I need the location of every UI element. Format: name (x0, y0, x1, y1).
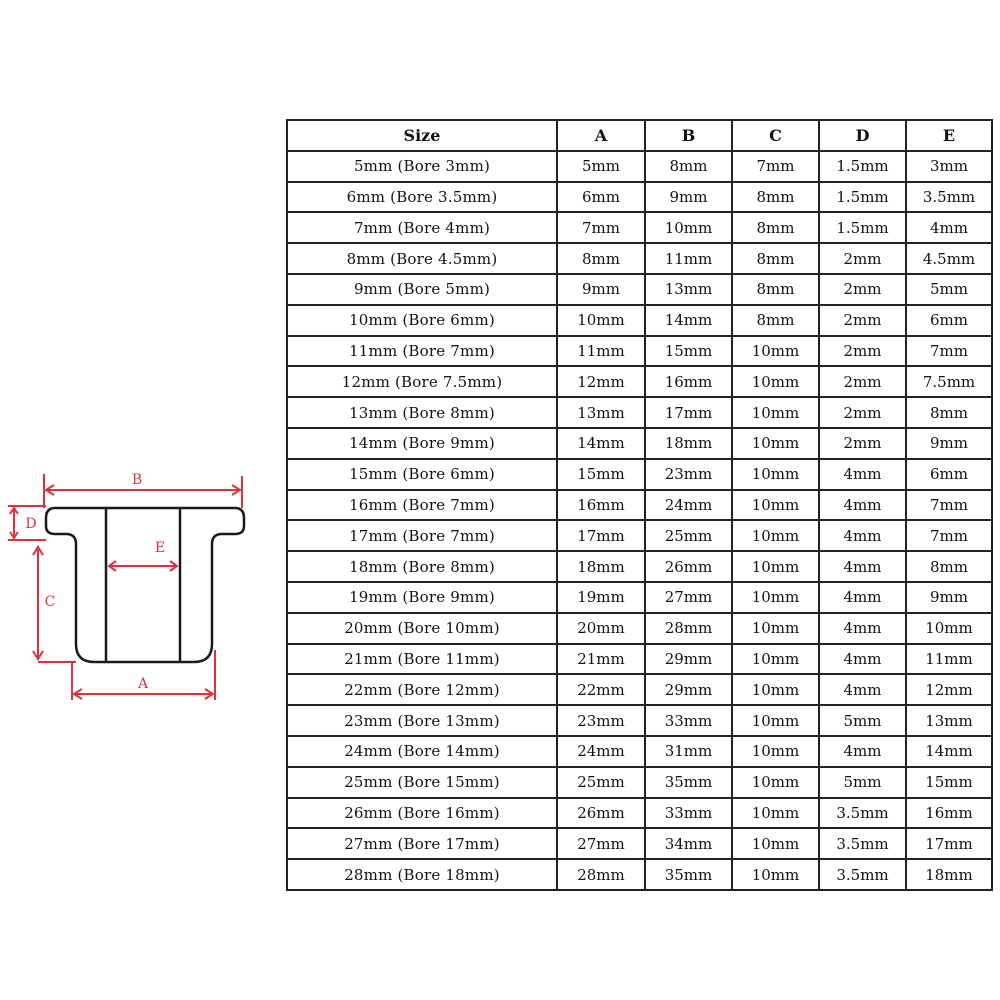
dimension-label-b: B (131, 472, 143, 488)
table-row (287, 859, 992, 890)
cell-c: 10mm (732, 459, 819, 490)
cell-size: 12mm (Bore 7.5mm) (287, 366, 557, 397)
cell-a: 10mm (557, 305, 645, 336)
cell-c: 8mm (732, 274, 819, 305)
cell-b: 11mm (645, 243, 732, 274)
cell-d: 5mm (819, 767, 906, 798)
cell-c: 8mm (732, 305, 819, 336)
cell-b: 17mm (645, 397, 732, 428)
header-d: D (819, 120, 906, 151)
dimension-label-d: D (25, 516, 37, 532)
cell-a: 26mm (557, 798, 645, 829)
cell-d: 4mm (819, 459, 906, 490)
cell-size: 21mm (Bore 11mm) (287, 644, 557, 675)
cell-c: 8mm (732, 243, 819, 274)
cell-e: 14mm (906, 736, 992, 767)
cell-b: 35mm (645, 767, 732, 798)
cell-c: 8mm (732, 212, 819, 243)
table-row (287, 767, 992, 798)
cell-e: 7mm (906, 490, 992, 521)
cell-size: 20mm (Bore 10mm) (287, 613, 557, 644)
cell-a: 22mm (557, 674, 645, 705)
cell-size: 25mm (Bore 15mm) (287, 767, 557, 798)
cell-b: 34mm (645, 828, 732, 859)
table-row (287, 274, 992, 305)
cell-e: 9mm (906, 582, 992, 613)
cell-b: 23mm (645, 459, 732, 490)
cell-c: 10mm (732, 798, 819, 829)
cell-c: 10mm (732, 397, 819, 428)
cell-e: 9mm (906, 428, 992, 459)
cell-d: 4mm (819, 490, 906, 521)
cell-e: 4.5mm (906, 243, 992, 274)
cell-size: 27mm (Bore 17mm) (287, 828, 557, 859)
cell-e: 8mm (906, 551, 992, 582)
cell-a: 19mm (557, 582, 645, 613)
cell-c: 10mm (732, 674, 819, 705)
cell-a: 23mm (557, 705, 645, 736)
cell-b: 8mm (645, 151, 732, 182)
cell-a: 28mm (557, 859, 645, 890)
dimension-e (109, 561, 177, 571)
cell-e: 7mm (906, 520, 992, 551)
cell-e: 8mm (906, 397, 992, 428)
cell-size: 22mm (Bore 12mm) (287, 674, 557, 705)
cell-b: 33mm (645, 798, 732, 829)
header-c: C (732, 120, 819, 151)
cell-a: 15mm (557, 459, 645, 490)
cell-a: 6mm (557, 182, 645, 213)
cell-b: 29mm (645, 674, 732, 705)
cell-b: 13mm (645, 274, 732, 305)
header-size: Size (287, 120, 557, 151)
cell-c: 10mm (732, 520, 819, 551)
table-body (287, 151, 992, 890)
cell-d: 1.5mm (819, 182, 906, 213)
table-row (287, 182, 992, 213)
cell-c: 7mm (732, 151, 819, 182)
header-a: A (557, 120, 645, 151)
table-row (287, 798, 992, 829)
cell-b: 28mm (645, 613, 732, 644)
cell-b: 9mm (645, 182, 732, 213)
cell-b: 33mm (645, 705, 732, 736)
cell-size: 8mm (Bore 4.5mm) (287, 243, 557, 274)
cell-size: 14mm (Bore 9mm) (287, 428, 557, 459)
cell-c: 8mm (732, 182, 819, 213)
cell-a: 14mm (557, 428, 645, 459)
cell-e: 7.5mm (906, 366, 992, 397)
cell-a: 5mm (557, 151, 645, 182)
cell-a: 11mm (557, 336, 645, 367)
cell-d: 3.5mm (819, 859, 906, 890)
table-row (287, 644, 992, 675)
table-header-row (287, 120, 992, 151)
table-row (287, 397, 992, 428)
cell-b: 14mm (645, 305, 732, 336)
bushing-outline (46, 508, 244, 662)
cell-d: 4mm (819, 644, 906, 675)
cell-a: 21mm (557, 644, 645, 675)
cell-size: 11mm (Bore 7mm) (287, 336, 557, 367)
cell-d: 2mm (819, 243, 906, 274)
cell-size: 5mm (Bore 3mm) (287, 151, 557, 182)
cell-b: 31mm (645, 736, 732, 767)
cell-d: 3.5mm (819, 828, 906, 859)
dimension-label-e: E (154, 540, 166, 556)
cell-b: 18mm (645, 428, 732, 459)
cell-b: 35mm (645, 859, 732, 890)
cell-a: 25mm (557, 767, 645, 798)
table-row (287, 459, 992, 490)
cell-size: 28mm (Bore 18mm) (287, 859, 557, 890)
dimension-label-c: C (44, 594, 56, 610)
cell-d: 2mm (819, 366, 906, 397)
cell-size: 23mm (Bore 13mm) (287, 705, 557, 736)
cell-size: 10mm (Bore 6mm) (287, 305, 557, 336)
cell-b: 15mm (645, 336, 732, 367)
table-row (287, 551, 992, 582)
cell-a: 7mm (557, 212, 645, 243)
cell-size: 26mm (Bore 16mm) (287, 798, 557, 829)
cell-d: 4mm (819, 520, 906, 551)
cell-e: 5mm (906, 274, 992, 305)
cell-b: 24mm (645, 490, 732, 521)
cell-e: 13mm (906, 705, 992, 736)
cell-c: 10mm (732, 736, 819, 767)
cell-a: 8mm (557, 243, 645, 274)
cell-size: 7mm (Bore 4mm) (287, 212, 557, 243)
cell-size: 15mm (Bore 6mm) (287, 459, 557, 490)
cell-b: 27mm (645, 582, 732, 613)
cell-a: 13mm (557, 397, 645, 428)
cell-c: 10mm (732, 428, 819, 459)
cell-a: 20mm (557, 613, 645, 644)
cell-e: 7mm (906, 336, 992, 367)
cell-a: 17mm (557, 520, 645, 551)
cell-e: 6mm (906, 305, 992, 336)
cell-d: 1.5mm (819, 212, 906, 243)
cell-d: 5mm (819, 705, 906, 736)
cell-c: 10mm (732, 705, 819, 736)
table-row (287, 490, 992, 521)
cell-b: 10mm (645, 212, 732, 243)
cell-a: 12mm (557, 366, 645, 397)
flange-bushing-diagram (0, 0, 260, 720)
cell-b: 16mm (645, 366, 732, 397)
cell-size: 17mm (Bore 7mm) (287, 520, 557, 551)
header-e: E (906, 120, 992, 151)
table-row (287, 705, 992, 736)
cell-d: 2mm (819, 274, 906, 305)
cell-c: 10mm (732, 828, 819, 859)
size-spec-table (286, 119, 993, 891)
cell-d: 4mm (819, 551, 906, 582)
cell-c: 10mm (732, 582, 819, 613)
cell-size: 19mm (Bore 9mm) (287, 582, 557, 613)
cell-d: 2mm (819, 397, 906, 428)
table-row (287, 428, 992, 459)
cell-c: 10mm (732, 767, 819, 798)
cell-e: 12mm (906, 674, 992, 705)
cell-e: 11mm (906, 644, 992, 675)
cell-c: 10mm (732, 336, 819, 367)
cell-e: 16mm (906, 798, 992, 829)
cell-d: 4mm (819, 674, 906, 705)
cell-c: 10mm (732, 859, 819, 890)
cell-c: 10mm (732, 490, 819, 521)
cell-b: 29mm (645, 644, 732, 675)
cell-c: 10mm (732, 366, 819, 397)
table-row (287, 736, 992, 767)
cell-a: 27mm (557, 828, 645, 859)
cell-size: 13mm (Bore 8mm) (287, 397, 557, 428)
table-row (287, 582, 992, 613)
cell-size: 18mm (Bore 8mm) (287, 551, 557, 582)
cell-b: 26mm (645, 551, 732, 582)
cell-e: 15mm (906, 767, 992, 798)
cell-c: 10mm (732, 644, 819, 675)
table-row (287, 151, 992, 182)
table-row (287, 243, 992, 274)
cell-d: 2mm (819, 336, 906, 367)
header-b: B (645, 120, 732, 151)
table-row (287, 366, 992, 397)
cell-d: 3.5mm (819, 798, 906, 829)
cell-a: 24mm (557, 736, 645, 767)
cell-d: 2mm (819, 428, 906, 459)
cell-e: 18mm (906, 859, 992, 890)
cell-size: 6mm (Bore 3.5mm) (287, 182, 557, 213)
cell-c: 10mm (732, 613, 819, 644)
table-row (287, 613, 992, 644)
cell-d: 4mm (819, 736, 906, 767)
table-row (287, 674, 992, 705)
cell-e: 4mm (906, 212, 992, 243)
table-row (287, 336, 992, 367)
cell-b: 25mm (645, 520, 732, 551)
cell-c: 10mm (732, 551, 819, 582)
cell-e: 17mm (906, 828, 992, 859)
table-row (287, 212, 992, 243)
cell-a: 18mm (557, 551, 645, 582)
cell-e: 10mm (906, 613, 992, 644)
cell-size: 16mm (Bore 7mm) (287, 490, 557, 521)
cell-e: 6mm (906, 459, 992, 490)
cell-e: 3mm (906, 151, 992, 182)
table-row (287, 828, 992, 859)
dimension-a (72, 650, 215, 700)
cell-a: 16mm (557, 490, 645, 521)
cell-size: 24mm (Bore 14mm) (287, 736, 557, 767)
cell-d: 4mm (819, 613, 906, 644)
cell-a: 9mm (557, 274, 645, 305)
table-row (287, 520, 992, 551)
cell-d: 2mm (819, 305, 906, 336)
dimension-b (44, 474, 242, 508)
dimension-label-a: A (137, 676, 149, 692)
cell-d: 1.5mm (819, 151, 906, 182)
cell-e: 3.5mm (906, 182, 992, 213)
cell-size: 9mm (Bore 5mm) (287, 274, 557, 305)
table-row (287, 305, 992, 336)
cell-d: 4mm (819, 582, 906, 613)
